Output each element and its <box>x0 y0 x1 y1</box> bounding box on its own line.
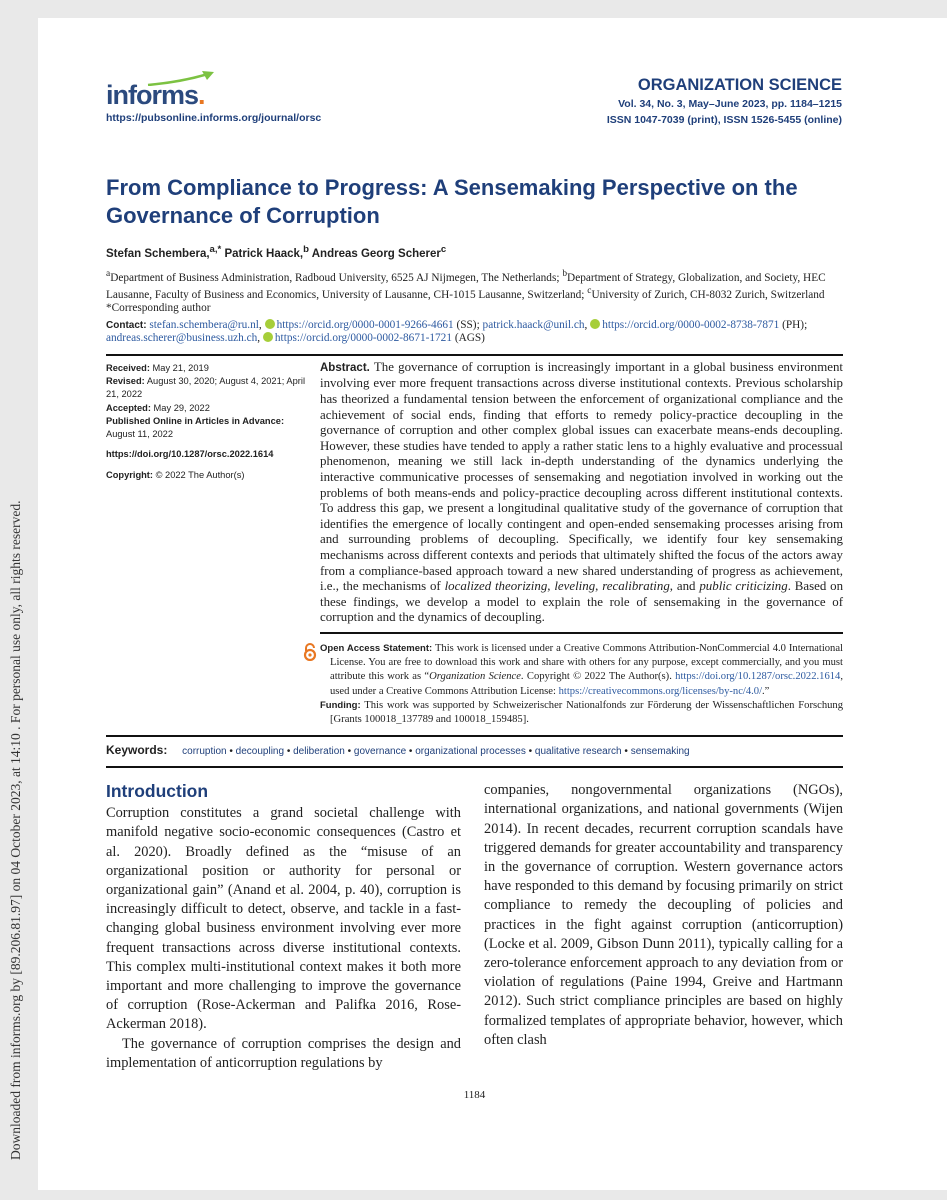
arrow-icon <box>146 70 216 86</box>
journal-issn: ISSN 1047-7039 (print), ISSN 1526-5455 (online) <box>606 114 842 126</box>
journal-info <box>607 76 842 127</box>
orcid-icon <box>265 319 275 329</box>
keywords: Keywords: corruption • decoupling • deliberation • governance • organizational processes • qualitative research • sensemaking <box>106 743 690 758</box>
paragraph: Corruption constitutes a grand societal challenge with manifold negative socio-economic consequences (Castro et al. 2020). Broadly defined as the “misuse of an organizational position or authority for personal or organizational gain” (Anand et al. 2004, p. 40), corruption is increasingly difficult to detect, observe, and tackle in a fast-changing global business environment involving ever more frequent transactions across diverse institutional contexts. This complex multi-institutional context makes it both more important and more challenging to improve the governance of corruption (Rose-Ackerman and Palifka 2016, Rose-Ackerman 2018). <box>106 805 461 1033</box>
keyword-link[interactable]: decoupling <box>235 746 285 758</box>
license-link[interactable]: https://creativecommons.org/licenses/by-nc/4.0/ <box>558 685 763 697</box>
body-column-left <box>106 778 461 1073</box>
journal-name: ORGANIZATION SCIENCE <box>637 76 842 94</box>
abstract-section <box>106 360 843 735</box>
corresponding-author-note: *Corresponding author <box>106 302 211 315</box>
paper-title: From Compliance to Progress: A Sensemaking Perspective on the Governance of Corruption <box>106 175 798 228</box>
abstract: Abstract. The governance of corruption is increasingly important in a global business environment involving ever more frequent transactions across diverse institutional contexts. Previous scholarship has theorized a fundamental tension between the enforcement of organizational compliance and the achievement of social ends, finding that efforts to remedy policy-practice decoupling in the governance of corruption and other complex global issues can exacerbate means-ends decoupling. However, these studies have tended to apply a rather static lens to a highly evaluative and processual phenomenon, meaning we still lack in-depth understanding of the dynamics underlying the interactive communicative processes of sensemaking and negotiation involved in working out the problems of both means-ends and policy-practice decoupling across different institutional contexts. To address this gap, we present a longitudinal qualitative study of the governance of corruption that identifies the emergence of locally contingent and open-ended sensemaking processes arising from and surrounding problems of decoupling. Specifically, we identify four key sensemaking mechanisms across different contexts and periods that ultimately shifted the focus of the actors away from a compliance-based approach toward a new shared understanding of progress as achievement, i.e., the mechanisms of localized theorizing, leveling, recalibrating, and public criticizing. Based on these findings, we develop a model to explain the role of sensemaking in the governance of corruption and the dynamics of decoupling. <box>320 359 844 625</box>
keyword-link[interactable]: governance <box>353 746 407 758</box>
journal-volume: Vol. 34, No. 3, May–June 2023, pp. 1184–1215 <box>618 98 842 110</box>
paragraph: companies, nongovernmental organizations (NGOs), international organizations, and national governments (Wijen 2014). In recent decades, recurrent corruption scandals have triggered demands for greater accountability and transparency in the governance of corruption. Western governance actors have responded to this demand by focusing primarily on strict compliance to remedy the decoupling of policies and practices in the fight against corruption (anticorruption) (Locke et al. 2009, Gibson Dunn 2011), typically calling for a zero-tolerance enforcement approach to any deviation from or violation of regulations (Paine 1994, Greive and Hartmann 2012). Such strict compliance principles are based on highly formalized templates of appropriate behavior, however, which often clash <box>484 782 843 1048</box>
doi-link[interactable]: https://doi.org/10.1287/orsc.2022.1614 <box>106 449 274 460</box>
orcid-icon <box>263 332 273 342</box>
keyword-link[interactable]: sensemaking <box>630 746 690 758</box>
open-access-icon <box>303 643 317 661</box>
orcid-link[interactable]: https://orcid.org/0000-0002-8738-7871 <box>602 318 780 331</box>
informs-logo: informs. <box>106 80 205 110</box>
doi-link[interactable]: https://doi.org/10.1287/orsc.2022.1614 <box>675 671 841 683</box>
author: Stefan Schembera, <box>106 247 210 260</box>
keyword-link[interactable]: qualitative research <box>534 746 622 758</box>
keyword-link[interactable]: corruption <box>182 746 227 758</box>
keyword-link[interactable]: deliberation <box>293 746 345 758</box>
open-access-statement: Open Access Statement: This work is licensed under a Creative Commons Attribution-NonCommercial 4.0 International License. You are free to download this work and share with others for any purpose, except commercially, and you must attribute this work as “Organization Science. Copyright © 2022 The Author(s). https://doi.org/10.1287/orsc.2022.1614, used under a Creative Commons Attribution License: https://creativecommons.org/licenses/by-nc/4.0/.” <box>320 642 844 697</box>
author: Patrick Haack, <box>224 247 304 260</box>
article-body <box>106 174 843 1101</box>
page-number: 1184 <box>463 1089 486 1102</box>
article-history: Received: May 21, 2019 Revised: August 30, 2020; August 4, 2021; April 21, 2022 Accepted: May 29, 2022 Published Online in Articles in Advance: August 11, 2022 https://doi.org/10.1287/orsc.2022.1614 Copyright: © 2022 The Author(s) <box>106 362 306 481</box>
affiliations: $^a$Department of Business Administration, Radboud University, 6525 AJ Nijmegen, The Netherlands; $^b$Department of Strategy, Globalization, and Society, HEC Lausanne, Faculty of Business and Economics, University of Lausanne, CH-1015 Lausanne, Switzerland; $^c$University of Zurich, CH-8032 Zurich, Switzerland *Corresponding author <box>106 268 826 315</box>
body-column-right <box>484 778 843 1073</box>
email-link[interactable]: stefan.schembera@ru.nl <box>149 318 259 331</box>
contact-info: Contact: stefan.schembera@ru.nl, https://orcid.org/0000-0001-9266-4661 (SS); patrick.haack@unil.ch, https://orcid.org/0000-0002-8738-7871 (PH); andreas.scherer@business.uzh.ch, https://orcid.org/0000-0002-8671-1721 (AGS) <box>106 318 808 345</box>
divider <box>320 632 843 634</box>
orcid-link[interactable]: https://orcid.org/0000-0001-9266-4661 <box>276 318 454 331</box>
email-link[interactable]: andreas.scherer@business.uzh.ch <box>106 332 258 345</box>
email-link[interactable]: patrick.haack@unil.ch <box>482 318 585 331</box>
divider <box>106 766 843 768</box>
orcid-icon <box>590 319 600 329</box>
paragraph: The governance of corruption comprises the design and implementation of anticorruption regulations by <box>106 1035 461 1071</box>
divider <box>106 354 843 356</box>
author: Andreas Georg Scherer <box>311 247 441 260</box>
orcid-link[interactable]: https://orcid.org/0000-0002-8671-1721 <box>274 332 452 345</box>
journal-url-link[interactable]: https://pubsonline.informs.org/journal/orsc <box>106 112 322 124</box>
abstract-column <box>320 360 843 735</box>
author-list: Stefan Schembera,$^{a,*}$ Patrick Haack,$^b$ Andreas Georg Scherer$^c$ <box>106 244 447 260</box>
keyword-link[interactable]: organizational processes <box>415 746 526 758</box>
body-columns <box>106 778 843 1073</box>
download-watermark: Downloaded from informs.org by [89.206.81.97] on 04 October 2023, at 14:10 . For personal use only, all rights reserved. <box>8 500 23 1160</box>
section-heading: Introduction <box>106 781 209 802</box>
open-access-block <box>320 642 843 727</box>
funding-statement: Funding: This work was supported by Schweizerischer Nationalfonds zur Förderung der Wissenschaftlichen Forschung [Grants 100018_137789 and 100018_159485]. <box>320 699 844 725</box>
